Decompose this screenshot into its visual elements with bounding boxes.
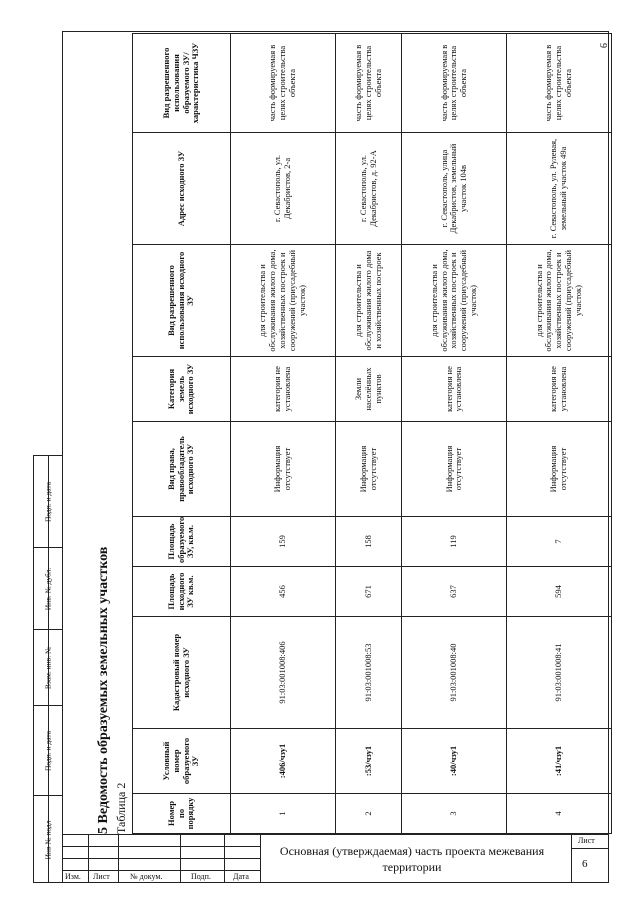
table-cell: 91:03:001008:53: [335, 617, 402, 729]
document-title: Основная (утверждаемая) часть проекта межевания территории: [279, 844, 545, 874]
col-label: Изм.: [65, 872, 81, 881]
table-cell: для строительства и обслуживания жилого дома, хозяйственных построек и сооружений (приусадебный участок): [402, 245, 507, 357]
table-row: [402, 34, 507, 834]
table-cell: 637: [402, 567, 507, 617]
table-cell: для строительства и обслуживания жилого дома, хозяйственных построек и сооружений (приусадебный участок): [231, 245, 336, 357]
table-cell: часть формируемая в целях строительства объекта: [335, 34, 402, 133]
rotated-content: [96, 34, 616, 834]
stamp-label: Инв. № дубл.: [43, 567, 53, 610]
table-cell: :41/чзу1: [507, 729, 612, 794]
header-cell: Условный номер образуемого ЗУ: [133, 729, 231, 794]
header-cell: Вид разрешенного использования исходного ЗУ: [133, 245, 231, 357]
tb-line: [571, 834, 572, 883]
tb-line: [62, 858, 260, 859]
table-cell: :406/чзу1: [231, 729, 336, 794]
table-cell: категория не установлена: [402, 357, 507, 422]
sheet-number: 6: [582, 858, 588, 870]
tb-line: [571, 848, 609, 849]
table-cell: Информация отсутствует: [335, 422, 402, 517]
stamp-label: Инв № подл: [43, 820, 53, 859]
table-cell: часть формируемая в целях строительства объекта: [507, 34, 612, 133]
table-cell: часть формируемая в целях строительства объекта: [402, 34, 507, 133]
tb-line: [260, 834, 261, 883]
header-cell: Категория земель исходного ЗУ: [133, 357, 231, 422]
table-cell: Земли населённых пунктов: [335, 357, 402, 422]
stamp-label: Подп. и дата: [43, 730, 53, 771]
table-cell: 594: [507, 567, 612, 617]
stamp-column: [33, 455, 62, 883]
header-cell: Адрес исходного ЗУ: [133, 133, 231, 245]
table-cell: 91:03:001008:41: [507, 617, 612, 729]
tb-line: [118, 834, 119, 883]
table-row: [335, 34, 402, 834]
header-cell: Кадастровый номер исходного ЗУ: [133, 617, 231, 729]
col-label: Подп.: [191, 872, 211, 881]
header-cell: Площадь исходного ЗУ кв.м.: [133, 567, 231, 617]
tb-line: [88, 834, 89, 883]
table-cell: Информация отсутствует: [507, 422, 612, 517]
table-cell: 2: [335, 794, 402, 834]
stamp-label: Подп. и дата: [43, 481, 53, 522]
table-cell: г. Севастополь, улица Декабристов, земельный участок 104в: [402, 133, 507, 245]
col-label: Лист: [93, 872, 110, 881]
table-cell: 158: [335, 517, 402, 567]
table-cell: :40/чзу1: [402, 729, 507, 794]
table-cell: для строительства и обслуживания жилого дома, хозяйственных построек и сооружений (приусадебный участок): [507, 245, 612, 357]
header-cell: Вид права, правообладатель исходного ЗУ: [133, 422, 231, 517]
section-title: 5 Ведомость образуемых земельных участков: [96, 546, 111, 834]
table-cell: категория не установлена: [507, 357, 612, 422]
col-label: № докум.: [130, 872, 163, 881]
table-cell: часть формируемая в целях строительства объекта: [231, 34, 336, 133]
table-cell: 91:03:001008:406: [231, 617, 336, 729]
table-cell: г. Севастополь, ул. Декабристов, д. 92-А: [335, 133, 402, 245]
table-cell: для строительства и обслуживания жилого дома и хозяйственных построек: [335, 245, 402, 357]
table-cell: Информация отсутствует: [231, 422, 336, 517]
header-cell: Номер по порядку: [133, 794, 231, 834]
table-cell: Информация отсутствует: [402, 422, 507, 517]
stamp-cell: [34, 548, 62, 630]
table-cell: 3: [402, 794, 507, 834]
table-cell: 159: [231, 517, 336, 567]
stamp-cell: [34, 706, 62, 796]
table-cell: категория не установлена: [231, 357, 336, 422]
tb-line: [180, 834, 181, 883]
table-row: [507, 34, 612, 834]
tb-line: [62, 834, 609, 835]
header-cell: Вид разрешенного использования образуемого ЗУ/характеристика ЧЗУ: [133, 34, 231, 133]
tb-line: [224, 834, 225, 883]
table-cell: 671: [335, 567, 402, 617]
tb-line: [62, 870, 260, 871]
table-cell: 91:03:001008:40: [402, 617, 507, 729]
tb-line: [62, 846, 260, 847]
land-plots-table: [132, 33, 612, 834]
table-row: [231, 34, 336, 834]
table-cell: 456: [231, 567, 336, 617]
table-cell: 119: [402, 517, 507, 567]
table-header-row: [133, 34, 231, 834]
col-label: Дата: [233, 872, 249, 881]
table-cell: 4: [507, 794, 612, 834]
header-cell: Площадь образуемого ЗУ, кв.м.: [133, 517, 231, 567]
sheet-label: Лист: [578, 836, 595, 845]
page-number: 9: [597, 43, 608, 48]
table-cell: г. Севастополь, ул. Рулевая, земельный участок 49а: [507, 133, 612, 245]
title-block: [62, 834, 609, 883]
table-caption: Таблица 2: [114, 782, 128, 834]
stamp-cell: [34, 630, 62, 706]
stamp-cell: [34, 456, 62, 548]
table-cell: 1: [231, 794, 336, 834]
table-cell: г. Севастополь, ул. Декабристов, 2-а: [231, 133, 336, 245]
stamp-label: Взам. инв. №: [43, 646, 53, 689]
table-cell: :53/чзу1: [335, 729, 402, 794]
table-cell: 7: [507, 517, 612, 567]
stamp-cell: [34, 796, 62, 883]
